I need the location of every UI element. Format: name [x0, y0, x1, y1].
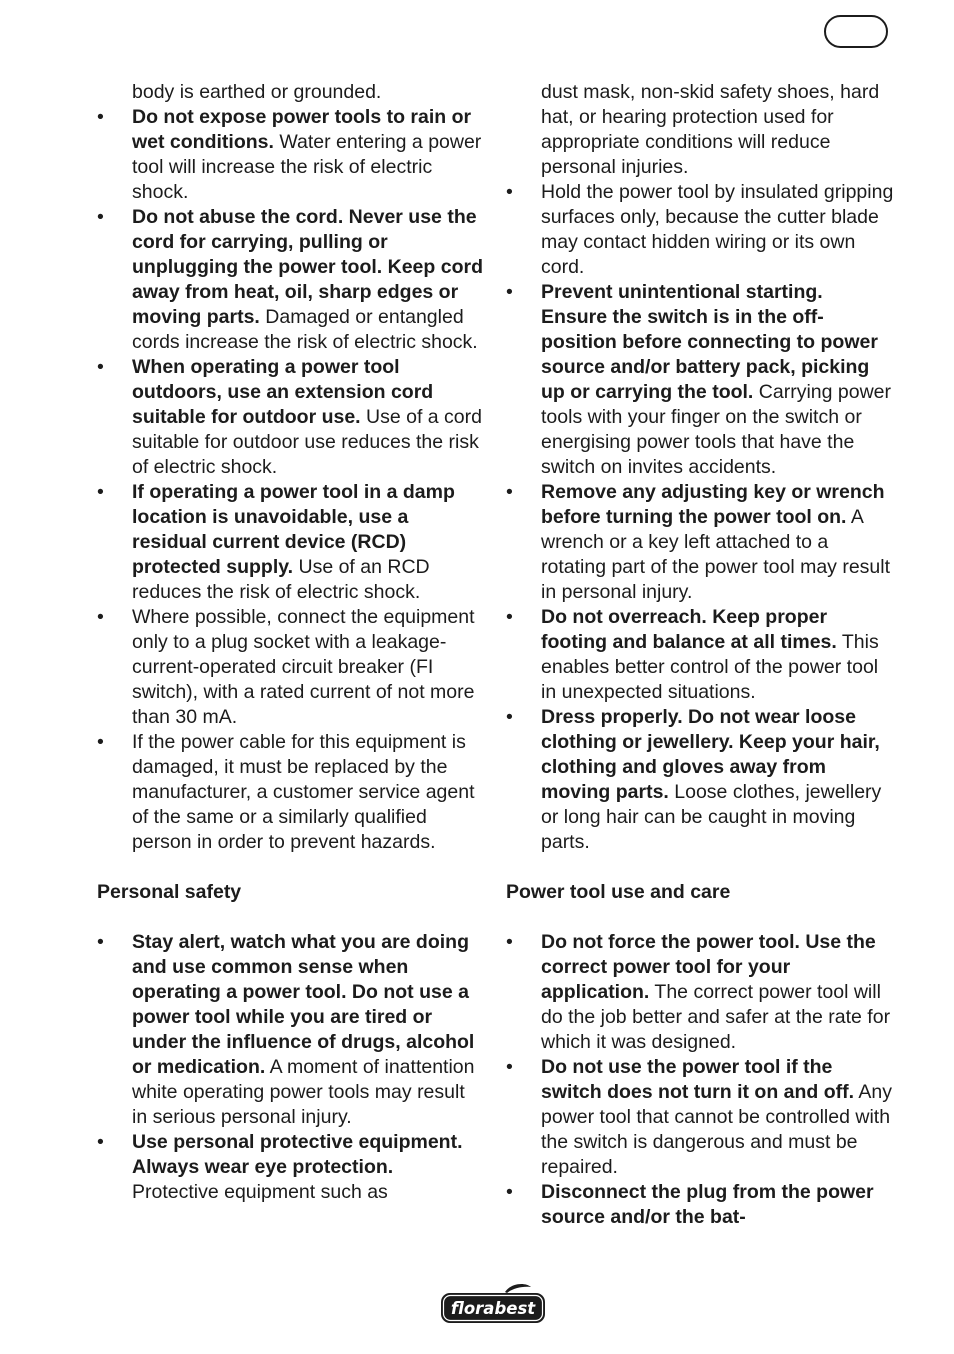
item-bold-text: Disconnect the plug from the power source and/or the bat-	[541, 1181, 874, 1228]
bullet: •	[97, 1131, 104, 1153]
language-badge	[824, 15, 888, 48]
item-bold-text: Do not force the power tool. Use the correct power tool for your application.	[541, 931, 876, 1003]
item-text: This enables better control of the power tool in unexpected situations.	[541, 631, 879, 703]
list-item	[97, 105, 485, 205]
list-item	[506, 480, 894, 605]
item-bold-text: If operating a power tool in a damp location is unavoidable, use a residual current device (RCD) protected supply.	[132, 481, 455, 578]
bullet: •	[97, 356, 104, 378]
item-text: Loose clothes, jewellery or long hair can be caught in moving parts.	[541, 781, 882, 853]
bullet: •	[97, 106, 104, 128]
bullet: •	[506, 1181, 513, 1203]
bullet: •	[506, 1056, 513, 1078]
item-bold-text: Dress properly. Do not wear loose clothing or jewellery. Keep your hair, clothing and gloves away from moving parts.	[541, 706, 880, 803]
list-item	[506, 705, 894, 855]
brand-logo	[439, 1283, 547, 1325]
bullet: •	[506, 481, 513, 503]
continued-text: body is earthed or grounded.	[132, 81, 382, 103]
bullet: •	[97, 606, 104, 628]
item-bold-text: Do not use the power tool if the switch does not turn it on and off.	[541, 1056, 855, 1103]
list-item	[97, 605, 485, 730]
bullet: •	[506, 931, 513, 953]
item-text: A wrench or a key left attached to a rotating part of the power tool may result in personal injury.	[541, 506, 891, 603]
list-item	[97, 930, 485, 1130]
section-heading: Personal safety	[97, 881, 242, 903]
bullet: •	[506, 706, 513, 728]
list-item	[506, 180, 894, 280]
item-text: A moment of inattention white operating power tools may result in serious personal injury.	[132, 1056, 475, 1128]
bullet: •	[506, 281, 513, 303]
item-text: Water entering a power tool will increase the risk of electric shock.	[132, 131, 482, 203]
item-text: Hold the power tool by insulated gripping surfaces only, because the cutter blade may contact hidden wiring or its own cord.	[541, 181, 894, 278]
item-text: Protective equipment such as	[132, 1181, 388, 1203]
item-bold-text: Do not overreach. Keep proper footing and balance at all times.	[541, 606, 837, 653]
item-bold-text: Remove any adjusting key or wrench before turning the power tool on.	[541, 481, 885, 528]
bullet: •	[506, 181, 513, 203]
list-item	[97, 205, 485, 355]
item-bold-text: Prevent unintentional starting. Ensure the switch is in the off-position before connecting to power source and/or battery pack, picking up or carrying the tool.	[541, 281, 878, 403]
item-bold-text: Do not abuse the cord. Never use the cord for carrying, pulling or unplugging the power tool. Keep cord away from heat, oil, sharp edges or moving parts.	[132, 206, 483, 328]
item-text: Use of an RCD reduces the risk of electric shock.	[132, 556, 430, 603]
right-column	[506, 80, 894, 1230]
item-text: Carrying power tools with your finger on the switch or energising power tools that have the switch on invites accidents.	[541, 381, 891, 478]
bullet: •	[97, 931, 104, 953]
list-item	[506, 280, 894, 480]
item-bold-text: When operating a power tool outdoors, use an extension cord suitable for outdoor use.	[132, 356, 434, 428]
left-column	[97, 80, 485, 1205]
item-bold-text: Do not expose power tools to rain or wet conditions.	[132, 106, 472, 153]
item-bold-text: Use personal protective equipment. Always wear eye protection.	[132, 1131, 463, 1178]
list-item	[506, 1180, 894, 1230]
section-heading: Power tool use and care	[506, 881, 731, 903]
bullet: •	[506, 606, 513, 628]
item-text: Any power tool that cannot be controlled with the switch is dangerous and must be repaired.	[541, 1081, 893, 1178]
bullet: •	[97, 731, 104, 753]
list-item	[506, 930, 894, 1055]
list-item	[97, 1130, 485, 1205]
item-text: If the power cable for this equipment is damaged, it must be replaced by the manufacturer, a customer service agent of the same or a similarly qualified person in order to prevent hazards.	[132, 731, 475, 853]
bullet: •	[97, 206, 104, 228]
list-item	[506, 1055, 894, 1180]
logo-text: florabest	[450, 1299, 536, 1318]
list-item	[506, 605, 894, 705]
item-text: Damaged or entangled cords increase the risk of electric shock.	[132, 306, 478, 353]
item-text: Use of a cord suitable for outdoor use reduces the risk of electric shock.	[132, 406, 482, 478]
bullet: •	[97, 481, 104, 503]
continued-text: dust mask, non-skid safety shoes, hard hat, or hearing protection used for appropriate conditions will reduce personal injuries.	[541, 81, 880, 178]
item-text: The correct power tool will do the job better and safer at the rate for which it was designed.	[541, 981, 891, 1053]
list-item	[97, 355, 485, 480]
list-item	[97, 480, 485, 605]
item-text: Where possible, connect the equipment only to a plug socket with a leakage-current-operated circuit breaker (FI switch), with a rated current of not more than 30 mA.	[132, 606, 475, 728]
item-bold-text: Stay alert, watch what you are doing and use common sense when operating a power tool. Do not use a power tool while you are tired or under the influence of drugs, alcohol or medication.	[132, 931, 475, 1078]
list-item	[97, 730, 485, 855]
